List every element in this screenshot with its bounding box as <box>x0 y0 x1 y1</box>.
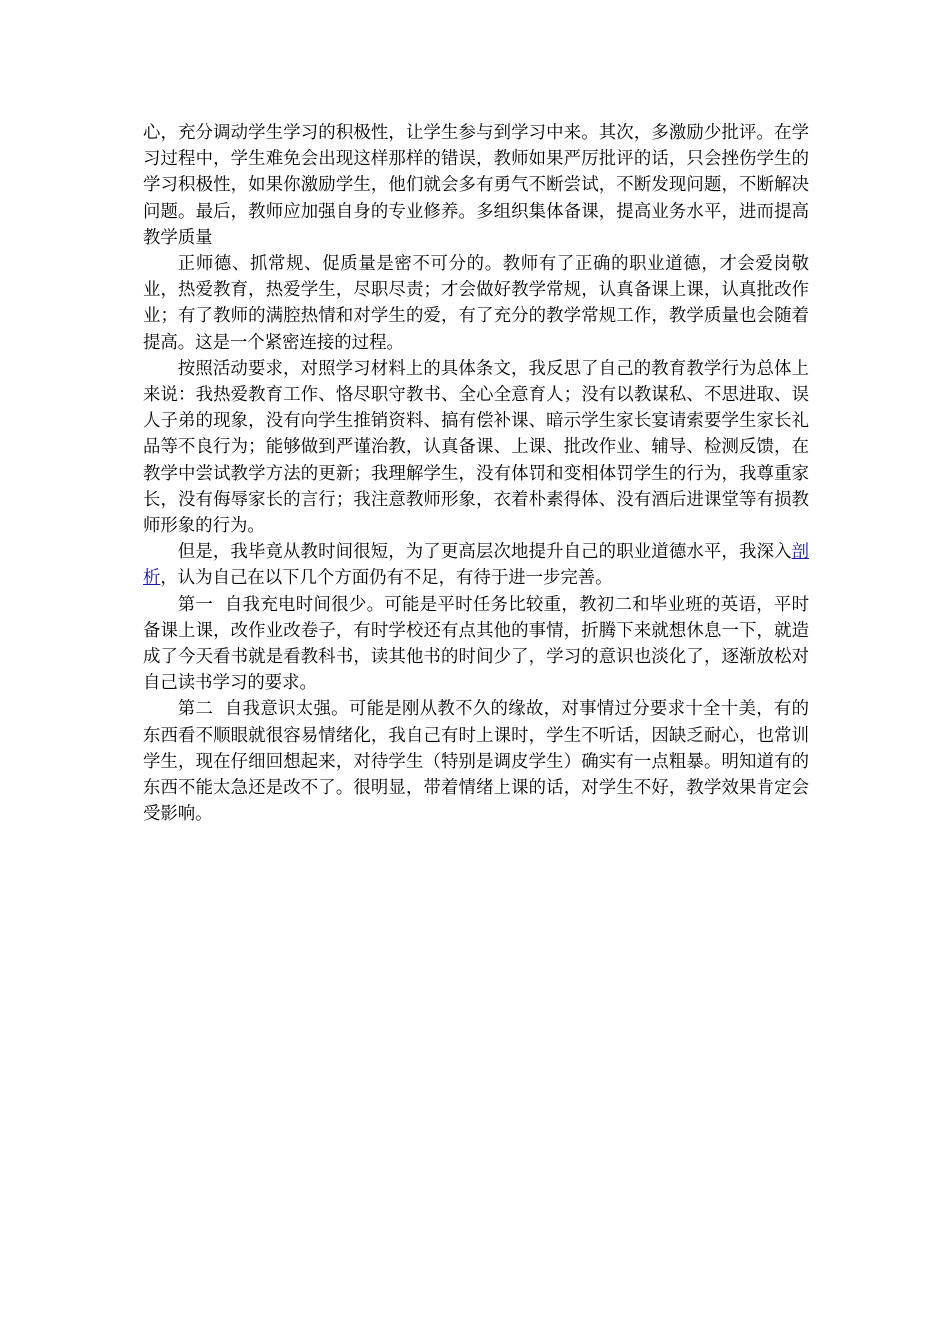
document-body <box>143 120 809 827</box>
paragraph-4 <box>143 539 809 591</box>
paragraph-2: 正师德、抓常规、促质量是密不可分的。教师有了正确的职业道德，才会爱岗敬业，热爱教育，热爱学生，尽职尽责；才会做好教学常规，认真备课上课，认真批改作业；有了教师的满腔热情和对学生的爱，有了充分的教学常规工作，教学质量也会随着提高。这是一个紧密连接的过程。 <box>143 254 809 353</box>
paragraph-3: 按照活动要求，对照学习材料上的具体条文，我反思了自己的教育教学行为总体上来说：我热爱教育工作、恪尽职守教书、全心全意育人；没有以教谋私、不思进取、误人子弟的现象，没有向学生推销资料、搞有偿补课、暗示学生家长宴请索要学生家长礼品等不良行为；能够做到严谨治教，认真备课、上课、批改作业、辅导、检测反馈，在教学中尝试教学方法的更新；我理解学生，没有体罚和变相体罚学生的行为，我尊重家长，没有侮辱家长的言行；我注意教师形象，衣着朴素得体、没有酒后进课堂等有损教师形象的行为。 <box>143 358 809 537</box>
paragraph-1: 心，充分调动学生学习的积极性，让学生参与到学习中来。其次，多激励少批评。在学习过程中，学生难免会出现这样那样的错误，教师如果严厉批评的话，只会挫伤学生的学习积极性，如果你激励学生，他们就会多有勇气不断尝试，不断发现问题，不断解决问题。最后，教师应加强自身的专业修养。多组织集体备课，提高业务水平，进而提高教学质量 <box>143 123 809 248</box>
paragraph-4-text-after: ，认为自己在以下几个方面仍有不足，有待于进一步完善。 <box>160 568 613 589</box>
analysis-link[interactable]: 剖析 <box>143 542 809 589</box>
paragraph-4-text-before: 但是，我毕竟从教时间很短，为了更高层次地提升自己的职业道德水平，我深入 <box>177 542 792 563</box>
paragraph-6: 第二 自我意识太强。可能是刚从教不久的缘故，对事情过分要求十全十美，有的东西看不顺眼就很容易情绪化，我自己有时上课时，学生不听话，因缺乏耐心，也常训学生，现在仔细回想起来，对待学生（特别是调皮学生）确实有一点粗暴。明知道有的东西不能太急还是改不了。很明显，带着情绪上课的话，对学生不好，教学效果肯定会受影响。 <box>143 699 809 825</box>
paragraph-5: 第一 自我充电时间很少。可能是平时任务比较重，教初二和毕业班的英语，平时备课上课，改作业改卷子，有时学校还有点其他的事情，折腾下来就想休息一下，就造成了今天看书就是看教科书，读其他书的时间少了，学习的意识也淡化了，逐渐放松对自己读书学习的要求。 <box>143 594 809 694</box>
